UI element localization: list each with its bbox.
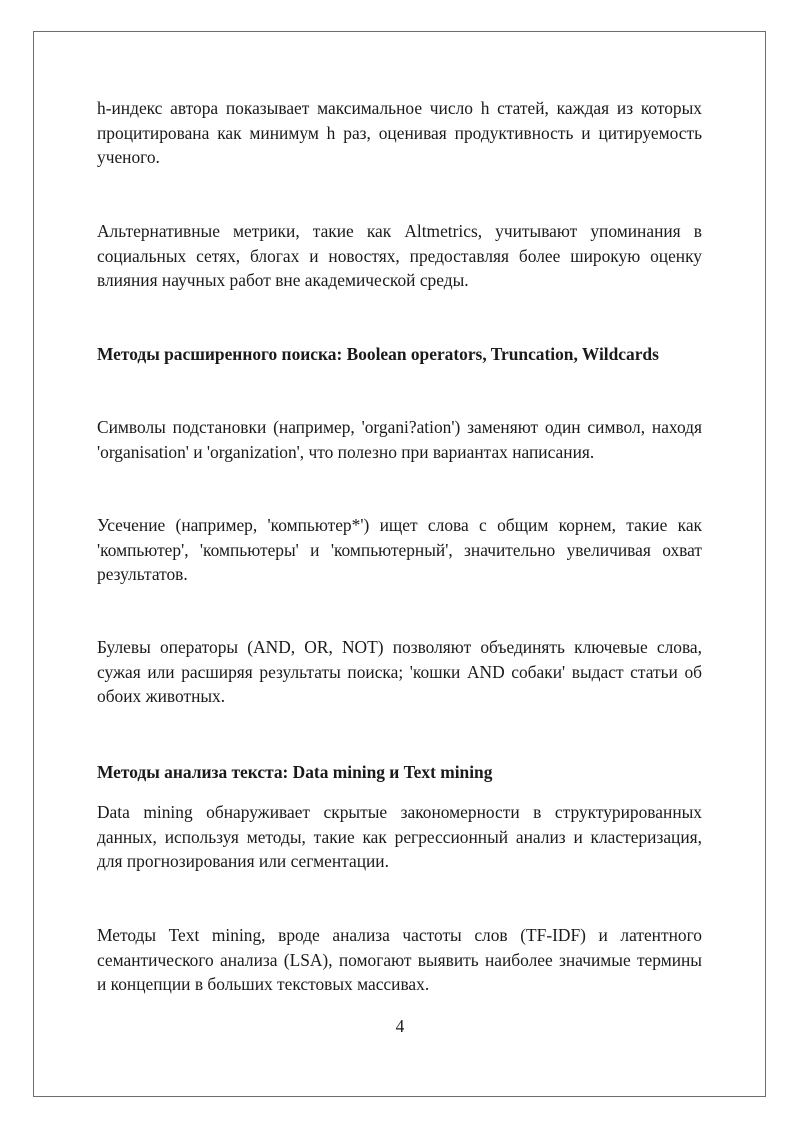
paragraph-altmetrics: Альтернативные метрики, такие как Altmetrics, учитывают упоминания в социальных сетях, блогах и новостях, предоставляя более широкую оценку влияния научных работ вне академической среды. (97, 221, 702, 290)
paragraph-data-mining: Data mining обнаруживает скрытые закономерности в структурированных данных, используя методы, такие как регрессионный анализ и кластеризация, для прогнозирования или сегментации. (97, 802, 702, 871)
paragraph-boolean: Булевы операторы (AND, OR, NOT) позволяют объединять ключевые слова, сужая или расширяя результаты поиска; 'кошки AND собаки' выдаст статьи об обоих животных. (97, 637, 702, 706)
paragraph-text-mining: Методы Text mining, вроде анализа частоты слов (TF-IDF) и латентного семантического анализа (LSA), помогают выявить наиболее значимые термины и концепции в больших текстовых массивах. (97, 925, 702, 994)
paragraph-truncation: Усечение (например, 'компьютер*') ищет слова с общим корнем, такие как 'компьютер', 'компьютеры' и 'компьютерный', значительно увеличивая охват результатов. (97, 515, 702, 584)
paragraph-wildcards: Символы подстановки (например, 'organi?ation') заменяют один символ, находя 'organisation' и 'organization', что полезно при вариантах написания. (97, 417, 702, 462)
heading-text-analysis: Методы анализа текста: Data mining и Text mining (97, 762, 493, 782)
page-number: 4 (395, 1016, 405, 1036)
heading-advanced-search: Методы расширенного поиска: Boolean operators, Truncation, Wildcards (97, 344, 659, 364)
paragraph-h-index: h-индекс автора показывает максимальное число h статей, каждая из которых процитирована как минимум h раз, оценивая продуктивность и цитируемость ученого. (97, 98, 702, 167)
